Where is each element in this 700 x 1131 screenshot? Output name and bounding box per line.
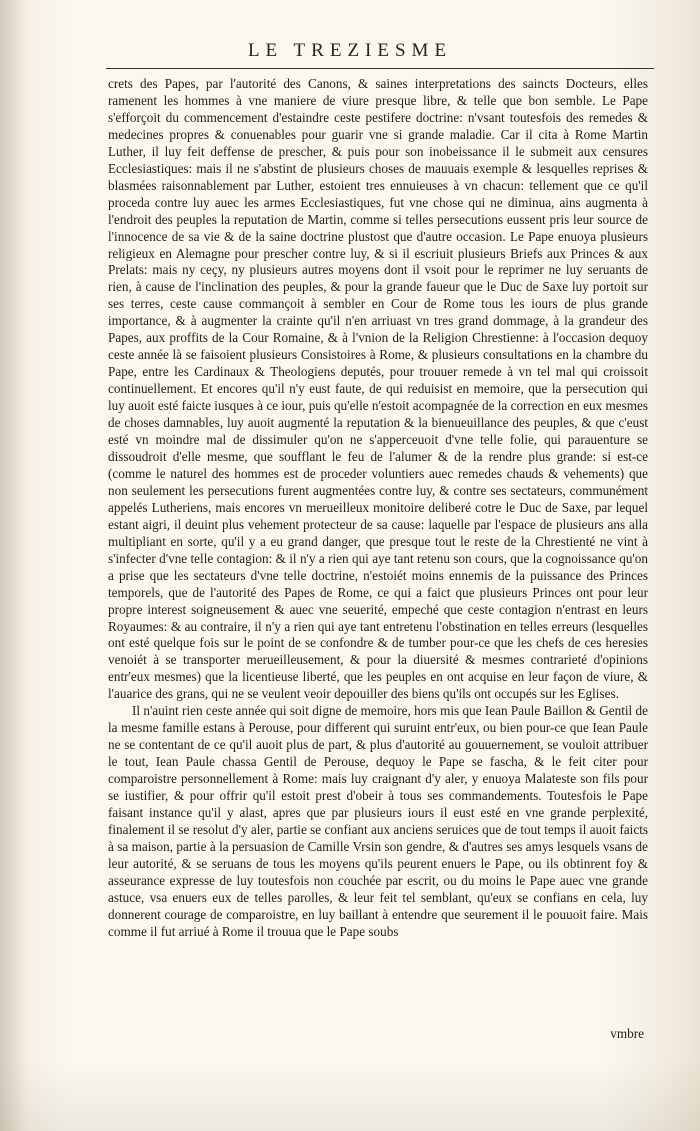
catchword: vmbre: [610, 1026, 644, 1041]
paragraph-2: Il n'auint rien ceste année qui soit digne de memoire, hors mis que Iean Paule Baillon & Gentil de la mesme famille estans à Perouse, pour different qui suruint entr'eux, ou bien pour-ce que Iean Paule ne se contentant de ce qu'il auoit plus de part, & plus d'autorité au gouuernement, se vouloit attribuer le tout, Iean Paule chassa Gentil de Perouse, dequoy le Pape se fascha, & le feit citer pour comparoistre personnellement à Rome: mais luy craignant d'y aler, y enuoya Malateste son fils pour se iustifier, & pour offrir qu'il estoit prest d'obeir à tous ses commandements. Toutesfois le Pape faisant instance qu'il y alast, apres que par plusieurs iours il eust esté en vne grande perplexité, finalement il se resolut d'y aler, partie se confiant aux anciens seruices que de tout temps il auoit faicts à sa maison, partie à la persuasion de Camille Vrsin son gendre, & d'autres ses amys lesquels vsans de leur autorité, & se seruans de tous les moyens qu'ils peurent enuers le Pape, ou ils obtinrent foy & asseurance expresse de luy toutesfois non couchée par escrit, ou du moins le Pape auec vne grande astuce, vsa enuers eux de telles parolles, & leur feit tel semblant, qu'eux se confians en cela, luy donnerent courage de comparoistre, en luy baillant à entendre que seurement il le pouuoit faire. Mais comme il fut arriué à Rome il trouua que le Pape soubs: [108, 703, 648, 939]
bottom-shade: [0, 1060, 700, 1131]
body-text: [108, 76, 648, 941]
paragraph-1: crets des Papes, par l'autorité des Canons, & saines interpretations des saincts Docteurs, elles ramenent les hommes à vne maniere de viure presque libre, & telle que bon semble. Le Pape s'efforçoit du commencement d'estaindre ceste pestifere doctrine: n'vsant toutesfois des remedes & medecines propres & conuenables pour guarir vne si grande maladie. Car il cita à Rome Martin Luther, il luy feit deffense de prescher, & puis pour son inobeissance il le submeit aux censures Ecclesiastiques: mais il ne s'abstint de plusieurs choses de mauuais exemple & lesquelles reprises & blasmées raisonnablement par Luther, estoient tres ennuieuses à vn chacun: tellement que ce qu'il proceda contre luy auec les armes Ecclesiastiques, fut vne chose qui ne diminua, ains augmenta à l'endroit des peuples la reputation de Martin, comme si telles persecutions eussent pris leur source de l'innocence de sa vie & de la saine doctrine plustost que d'autre occasion. Le Pape enuoya plusieurs religieux en Alemagne pour prescher contre luy, & si il escriuit plusieurs Briefs aux Princes & aux Prelats: mais ny ceçy, ny plusieurs autres moyens dont il vsoit pour le reprimer ne luy seruants de rien, à cause de l'inclination des peuples, & pour la grande faueur que le Duc de Saxe luy portoit sur ses terres, ceste cause commançoit à sembler en Cour de Rome tous les iours de plus grande importance, & à augmenter la crainte qu'il n'en arriuast vn tres grand dommage, à la grandeur des Papes, aux proffits de la Cour Romaine, & à l'vnion de la Religion Chrestienne: à l'occasion dequoy ceste année là se faisoient plusieurs Consistoires à Rome, & plusieurs consultations en la chambre du Pape, entre les Cardinaux & Theologiens deputés, pour trouuer remede à vn tel mal qui croissoit continuellement. Et encores qu'il n'y eust faute, de qui reduisist en memoire, que la persecution qui luy auoit esté faicte iusques à ce iour, puis qu'elle n'estoit acompagnée de la correction en eux mesmes de choses damnables, luy auoit augmenté la reputation & la bienueuillance des peuples, & que c'eust esté vn moindre mal de dissimuler qu'on ne s'apperceuoit d'vne telle folie, qui parauenture se dissoudroit d'elle mesme, que soufflant le feu de l'alumer & de la rendre plus grande: si est-ce (comme le naturel des hommes est de proceder voluntiers auec remedes chauds & vehements) que non seulement les persecutions furent augmentées contre luy, & contre ses sectateurs, communément appelés Lutheriens, mais encores vn merueilleux monitoire deliberé cotre le Duc de Saxe, par lequel estant aigri, il deuint plus vehement protecteur de sa cause: laquelle par l'espace de plusieurs ans alla multipliant en sorte, qu'il y a eu grand danger, que presque tout le reste de la Chrestienté ne vint à s'infecter d'vne telle contagion: & il n'y a rien qui aye tant retenu son cours, que la cognoissance qu'on a prise que les sectateurs d'vne telle doctrine, n'estoiét moins ennemis de la puissance des Princes temporels, que de l'autorité des Papes de Rome, ce qui a faict que plusieurs Princes ont pour leur propre interest soigneusement & auec vne seuerité, empeché que ceste contagion n'entrast en leurs Royaumes: & au contraire, il n'y a rien qui aye tant entretenu l'obstination en telles erreurs (lesquelles ont esté quelque fois sur le point de se confondre & de tumber pour-ce que les chefs de ces heresies venoiét à se transporter merueilleusement, & pour la diuersité & mesmes contrarieté d'opinions entr'eux mesmes) que la licentieuse liberté, que les peuples en ont acquise en leur façon de viure, & l'auarice des grans, qui ne se veulent veoir depouiller des biens qu'ils ont occupés sur les Eglises.: [108, 76, 648, 702]
gutter-shadow: [0, 0, 26, 1131]
running-head: LE TREZIESME: [247, 40, 453, 61]
header-rule: [106, 68, 654, 69]
